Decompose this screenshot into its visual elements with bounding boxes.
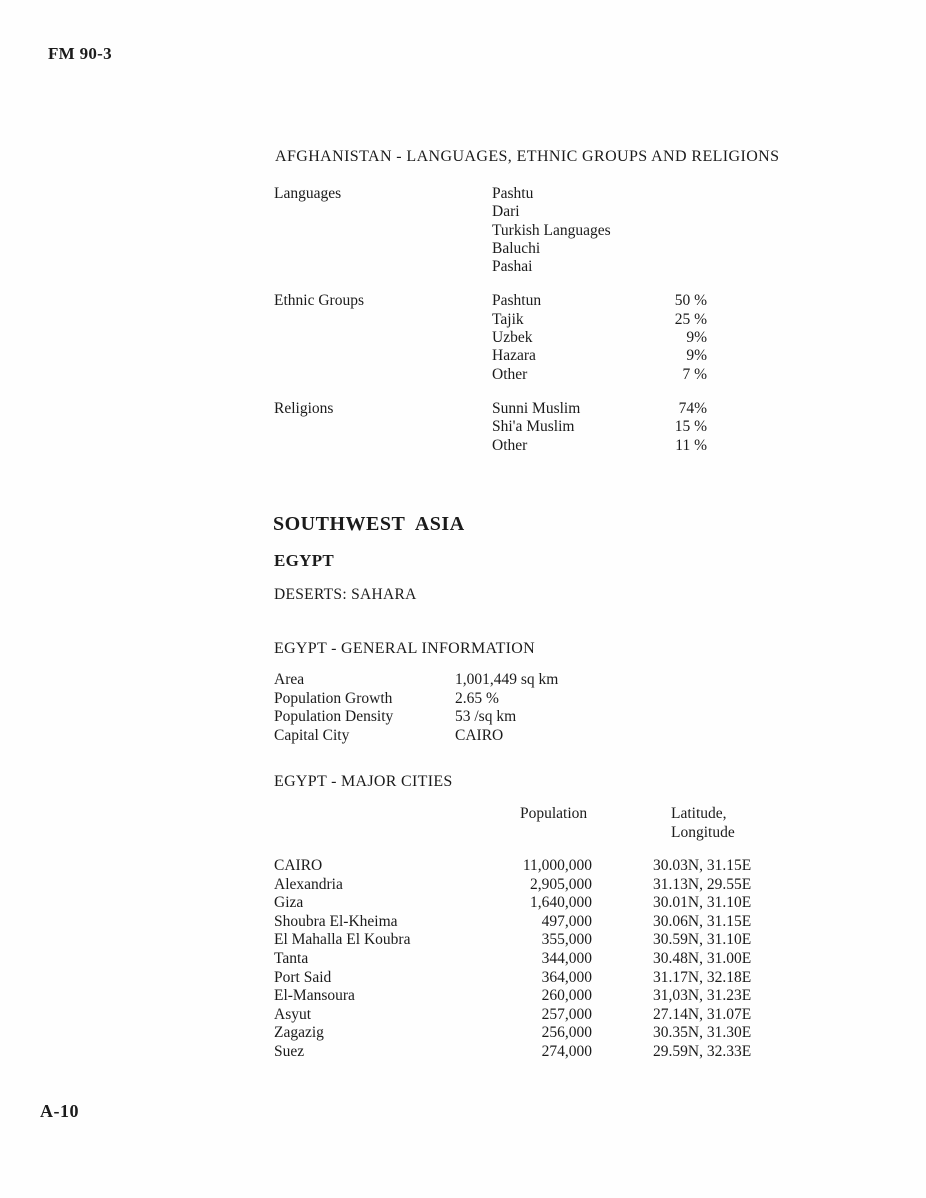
- ethnic-groups-items: [492, 292, 707, 383]
- list-item: [492, 347, 707, 365]
- latlong-cell: 31.17N, 32.18E: [653, 968, 752, 986]
- item-name: Pashai: [492, 258, 533, 276]
- item-name: Turkish Languages: [492, 221, 611, 239]
- city-name-cell: Port Said: [274, 968, 332, 986]
- group-label-religions: Religions: [274, 399, 334, 417]
- table-row: [274, 1043, 764, 1062]
- population-cell: 11,000,000: [522, 857, 592, 874]
- egypt-cities-table: [274, 857, 764, 1062]
- population-cell: 257,000: [541, 1005, 592, 1023]
- list-item: [492, 418, 707, 436]
- item-name: Shi'a Muslim: [492, 418, 575, 436]
- item-percent: 50 %: [674, 292, 707, 310]
- doc-ref-header: FM 90-3: [48, 44, 112, 63]
- latlong-cell: 30.35N, 31.30E: [653, 1024, 752, 1042]
- item-percent: 25 %: [674, 310, 707, 328]
- languages-items: [492, 185, 707, 276]
- table-row: [274, 987, 764, 1006]
- list-item: [492, 329, 707, 347]
- list-item: [492, 222, 707, 240]
- item-name: Other: [492, 365, 528, 383]
- egypt-general-title: EGYPT - GENERAL INFORMATION: [274, 640, 535, 657]
- item-name: Hazara: [492, 347, 536, 365]
- afghanistan-section-title: AFGHANISTAN - LANGUAGES, ETHNIC GROUPS AND RELIGIONS: [275, 148, 780, 165]
- egypt-cities-title: EGYPT - MAJOR CITIES: [274, 773, 453, 790]
- item-value: [642, 222, 707, 240]
- list-item: [492, 311, 707, 329]
- page-number: A-10: [40, 1101, 79, 1121]
- list-item: [492, 366, 707, 384]
- list-item: [492, 437, 707, 455]
- population-cell: 274,000: [541, 1042, 592, 1060]
- city-name-cell: Alexandria: [274, 875, 343, 893]
- table-row: [274, 727, 714, 746]
- item-percent: 11 %: [675, 436, 707, 454]
- table-row: [274, 931, 764, 950]
- row-value: CAIRO: [455, 726, 504, 744]
- latlong-cell: 30.01N, 31.10E: [653, 894, 752, 912]
- row-value: 53 /sq km: [455, 708, 517, 726]
- city-name-cell: Suez: [274, 1042, 305, 1060]
- table-row: [274, 1006, 764, 1025]
- item-name: Baluchi: [492, 239, 541, 257]
- column-header-latlong: [671, 805, 735, 842]
- item-value: [642, 240, 707, 258]
- row-value: 1,001,449 sq km: [455, 671, 559, 688]
- item-percent: 7 %: [682, 365, 707, 383]
- list-item: [492, 400, 707, 418]
- item-percent: 15 %: [674, 418, 707, 436]
- list-item: [492, 203, 707, 221]
- population-cell: 260,000: [541, 987, 592, 1005]
- deserts-line: DESERTS: SAHARA: [274, 586, 417, 603]
- item-percent: 9%: [686, 329, 707, 347]
- region-heading: SOUTHWEST ASIA: [273, 513, 465, 535]
- item-percent: 74%: [678, 399, 707, 417]
- item-value: [642, 185, 707, 203]
- population-cell: 344,000: [541, 949, 592, 967]
- table-row: [274, 671, 714, 690]
- row-label: Population Density: [274, 708, 394, 726]
- item-name: Pashtun: [492, 292, 542, 310]
- item-name: Pashtu: [492, 185, 534, 202]
- list-item: [492, 185, 707, 203]
- table-row: [274, 857, 764, 876]
- city-name-cell: El-Mansoura: [274, 987, 355, 1005]
- item-value: [642, 203, 707, 221]
- latlong-cell: 30.06N, 31.15E: [653, 912, 752, 930]
- table-row: [274, 894, 764, 913]
- list-item: [492, 240, 707, 258]
- population-cell: 355,000: [541, 931, 592, 949]
- population-cell: 364,000: [541, 968, 592, 986]
- table-row: [274, 950, 764, 969]
- item-name: Other: [492, 436, 528, 454]
- row-value: 2.65 %: [455, 689, 499, 707]
- item-name: Sunni Muslim: [492, 399, 581, 417]
- list-item: [492, 292, 707, 310]
- city-name-cell: El Mahalla El Koubra: [274, 931, 411, 949]
- city-name-cell: Asyut: [274, 1005, 312, 1023]
- table-row: [274, 876, 764, 895]
- city-name-cell: Tanta: [274, 949, 309, 967]
- table-row: [274, 913, 764, 932]
- ethnic-groups-group: [274, 292, 707, 383]
- table-row: [274, 708, 714, 727]
- list-item: [492, 258, 707, 276]
- column-header-population: Population: [520, 805, 588, 822]
- item-name: Uzbek: [492, 329, 533, 347]
- item-value: [642, 258, 707, 276]
- population-cell: 1,640,000: [530, 894, 592, 912]
- column-header-longitude-line: Longitude: [671, 823, 735, 841]
- table-row: [274, 969, 764, 988]
- item-percent: 9%: [686, 347, 707, 365]
- population-cell: 2,905,000: [530, 875, 592, 893]
- latlong-cell: 31,03N, 31.23E: [653, 987, 752, 1005]
- city-name-cell: Giza: [274, 894, 304, 912]
- group-label-languages: Languages: [274, 185, 342, 202]
- row-label: Capital City: [274, 726, 350, 744]
- row-label: Population Growth: [274, 689, 393, 707]
- city-name-cell: CAIRO: [274, 857, 323, 874]
- item-name: Tajik: [492, 310, 524, 328]
- population-cell: 256,000: [541, 1024, 592, 1042]
- city-name-cell: Zagazig: [274, 1024, 324, 1042]
- languages-group: [274, 185, 707, 276]
- column-header-latitude-line: Latitude,: [671, 805, 727, 822]
- latlong-cell: 30.48N, 31.00E: [653, 949, 752, 967]
- city-name-cell: Shoubra El-Kheima: [274, 912, 398, 930]
- latlong-cell: 31.13N, 29.55E: [653, 875, 752, 893]
- latlong-cell: 27.14N, 31.07E: [653, 1005, 752, 1023]
- table-row: [274, 690, 714, 709]
- latlong-cell: 30.03N, 31.15E: [653, 857, 752, 874]
- item-name: Dari: [492, 203, 520, 221]
- afghanistan-info-table: [274, 185, 707, 471]
- group-label-ethnic-groups: Ethnic Groups: [274, 292, 364, 310]
- religions-group: [274, 400, 707, 455]
- religions-items: [492, 400, 707, 455]
- egypt-general-table: [274, 671, 714, 745]
- country-heading: EGYPT: [274, 551, 335, 570]
- latlong-cell: 30.59N, 31.10E: [653, 931, 752, 949]
- table-row: [274, 1024, 764, 1043]
- population-cell: 497,000: [541, 912, 592, 930]
- row-label: Area: [274, 671, 305, 688]
- latlong-cell: 29.59N, 32.33E: [653, 1042, 752, 1060]
